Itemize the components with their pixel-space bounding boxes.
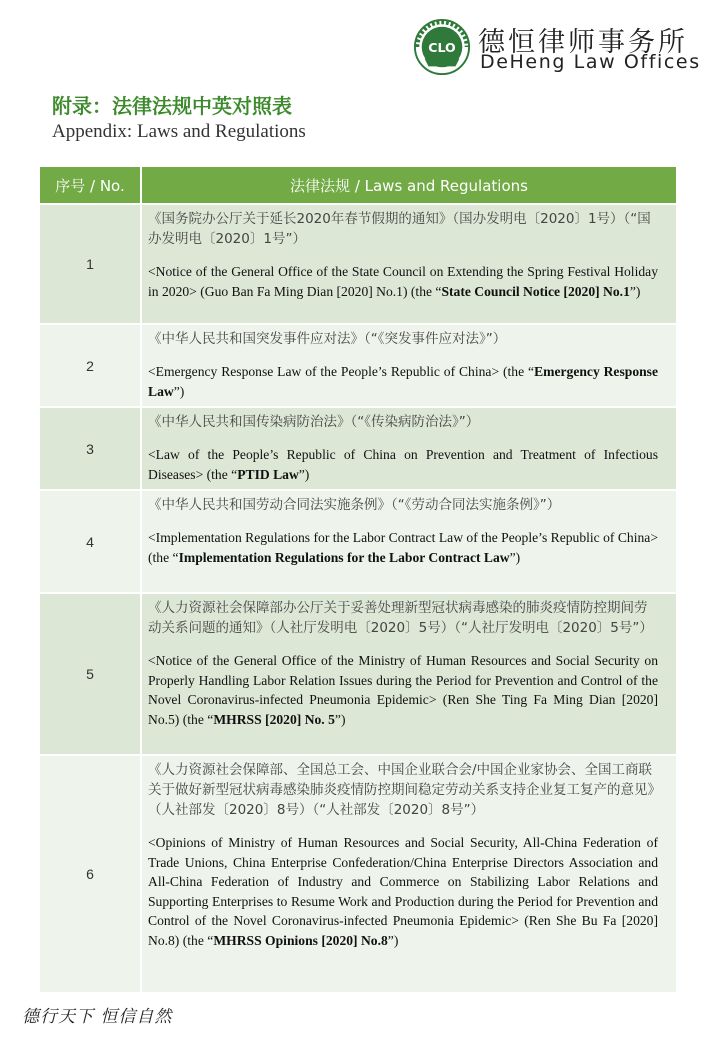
law-cell (142, 594, 676, 754)
row-number: 4 (40, 491, 142, 592)
row-number: 3 (40, 408, 142, 489)
table-row (40, 592, 676, 754)
table-row (40, 489, 676, 592)
column-header-law: 法律法规 / Laws and Regulations (290, 176, 528, 195)
page-title-en: Appendix: Laws and Regulations (52, 121, 306, 142)
brand-name-cn: 德恒律师事务所 (478, 27, 688, 58)
law-cell (142, 756, 676, 992)
deheng-logo (413, 18, 471, 76)
table-row (40, 323, 676, 406)
law-name-cn: 《人力资源社会保障部办公厅关于妥善处理新型冠状病毒感染的肺炎疫情防控期间劳动关系问题的通知》（人社厅发明电〔2020〕5号）（“人社厅发明电〔2020〕5号”） (148, 600, 653, 636)
law-name-en: <Law of the People’s Republic of China on Prevention and Treatment of Infectious Diseases> (the “PTID Law”) (148, 447, 658, 482)
table-row (40, 754, 676, 992)
row-number: 6 (40, 756, 142, 992)
law-name-en: <Implementation Regulations for the Labor Contract Law of the People’s Republic of China>(the “Implementation Regulations for the Labor Contract Law”) (148, 530, 658, 565)
table-row (40, 406, 676, 489)
law-name-en: <Notice of the General Office of the State Council on Extending the Spring Festival Holiday in 2020> (Guo Ban Fa Ming Dian [2020] No.1) (the “State Council Notice [2020] No.1”) (148, 264, 658, 299)
law-name-en: <Opinions of Ministry of Human Resources and Social Security, All-China Federation of Trade Unions, China Enterprise Confederation/China Enterprise Directors Association and All-China Federation of Industry and Commerce on Stabilizing Labor Relations and Supporting Enterprises to Resume Work and Production during the Period for Prevention and Control of the Novel Coronavirus-infected Pneumonia Epidemic> (Ren She Bu Fa [2020] No.8) (the “MHRSS Opinions [2020] No.8”) (148, 835, 658, 948)
law-name-en: <Notice of the General Office of the Ministry of Human Resources and Social Security on Properly Handling Labor Relation Issues during the Period for Prevention and Control of the Novel Coronavirus-infected Pneumonia Epidemic> (Ren She Ting Fa Ming Dian [2020] No.5) (the “MHRSS [2020] No. 5”) (148, 653, 658, 727)
law-name-cn: 《中华人民共和国传染病防治法》（“《传染病防治法》”） (148, 414, 480, 430)
law-short-name: Implementation Regulations for the Labor Contract Law (178, 549, 510, 565)
law-name-en: <Emergency Response Law of the People’s Republic of China> (the “Emergency Response Law”) (148, 364, 659, 399)
column-header-no: 序号 / No. (40, 167, 142, 203)
law-short-name: State Council Notice [2020] No.1 (441, 283, 630, 299)
table-row (40, 203, 676, 323)
law-cell (142, 325, 676, 406)
law-short-name: PTID Law (237, 466, 299, 482)
law-short-name: MHRSS [2020] No. 5 (213, 711, 335, 727)
law-name-cn: 《中华人民共和国突发事件应对法》（“《突发事件应对法》”） (148, 331, 507, 347)
row-number: 2 (40, 325, 142, 406)
law-short-name: MHRSS Opinions [2020] No.8 (213, 932, 388, 948)
footer-slogan: 德行天下 恒信自然 (22, 1007, 173, 1027)
law-cell (142, 205, 676, 323)
laws-table (40, 167, 676, 992)
page-title-cn: 附录：法律法规中英对照表 (52, 94, 292, 118)
law-name-cn: 《中华人民共和国劳动合同法实施条例》（“《劳动合同法实施条例》”） (148, 497, 561, 513)
row-number: 1 (40, 205, 142, 323)
row-number: 5 (40, 594, 142, 754)
law-name-cn: 《国务院办公厅关于延长2020年春节假期的通知》（国办发明电〔2020〕1号）（“国办发明电〔2020〕1号”） (148, 211, 651, 247)
law-name-cn: 《人力资源社会保障部、全国总工会、中国企业联合会/中国企业家协会、全国工商联关于做好新型冠状病毒感染肺炎疫情防控期间稳定劳动关系支持企业复工复产的意见》（人社部发〔2020〕8号）（“人社部发〔2020〕8号”） (148, 762, 655, 818)
brand-name-en: DeHeng Law Offices (480, 51, 701, 73)
table-header (40, 167, 676, 203)
law-cell (142, 408, 676, 489)
logo-text: CLO (428, 39, 456, 55)
law-short-name: Emergency Response Law (148, 364, 659, 399)
law-cell (142, 491, 676, 592)
